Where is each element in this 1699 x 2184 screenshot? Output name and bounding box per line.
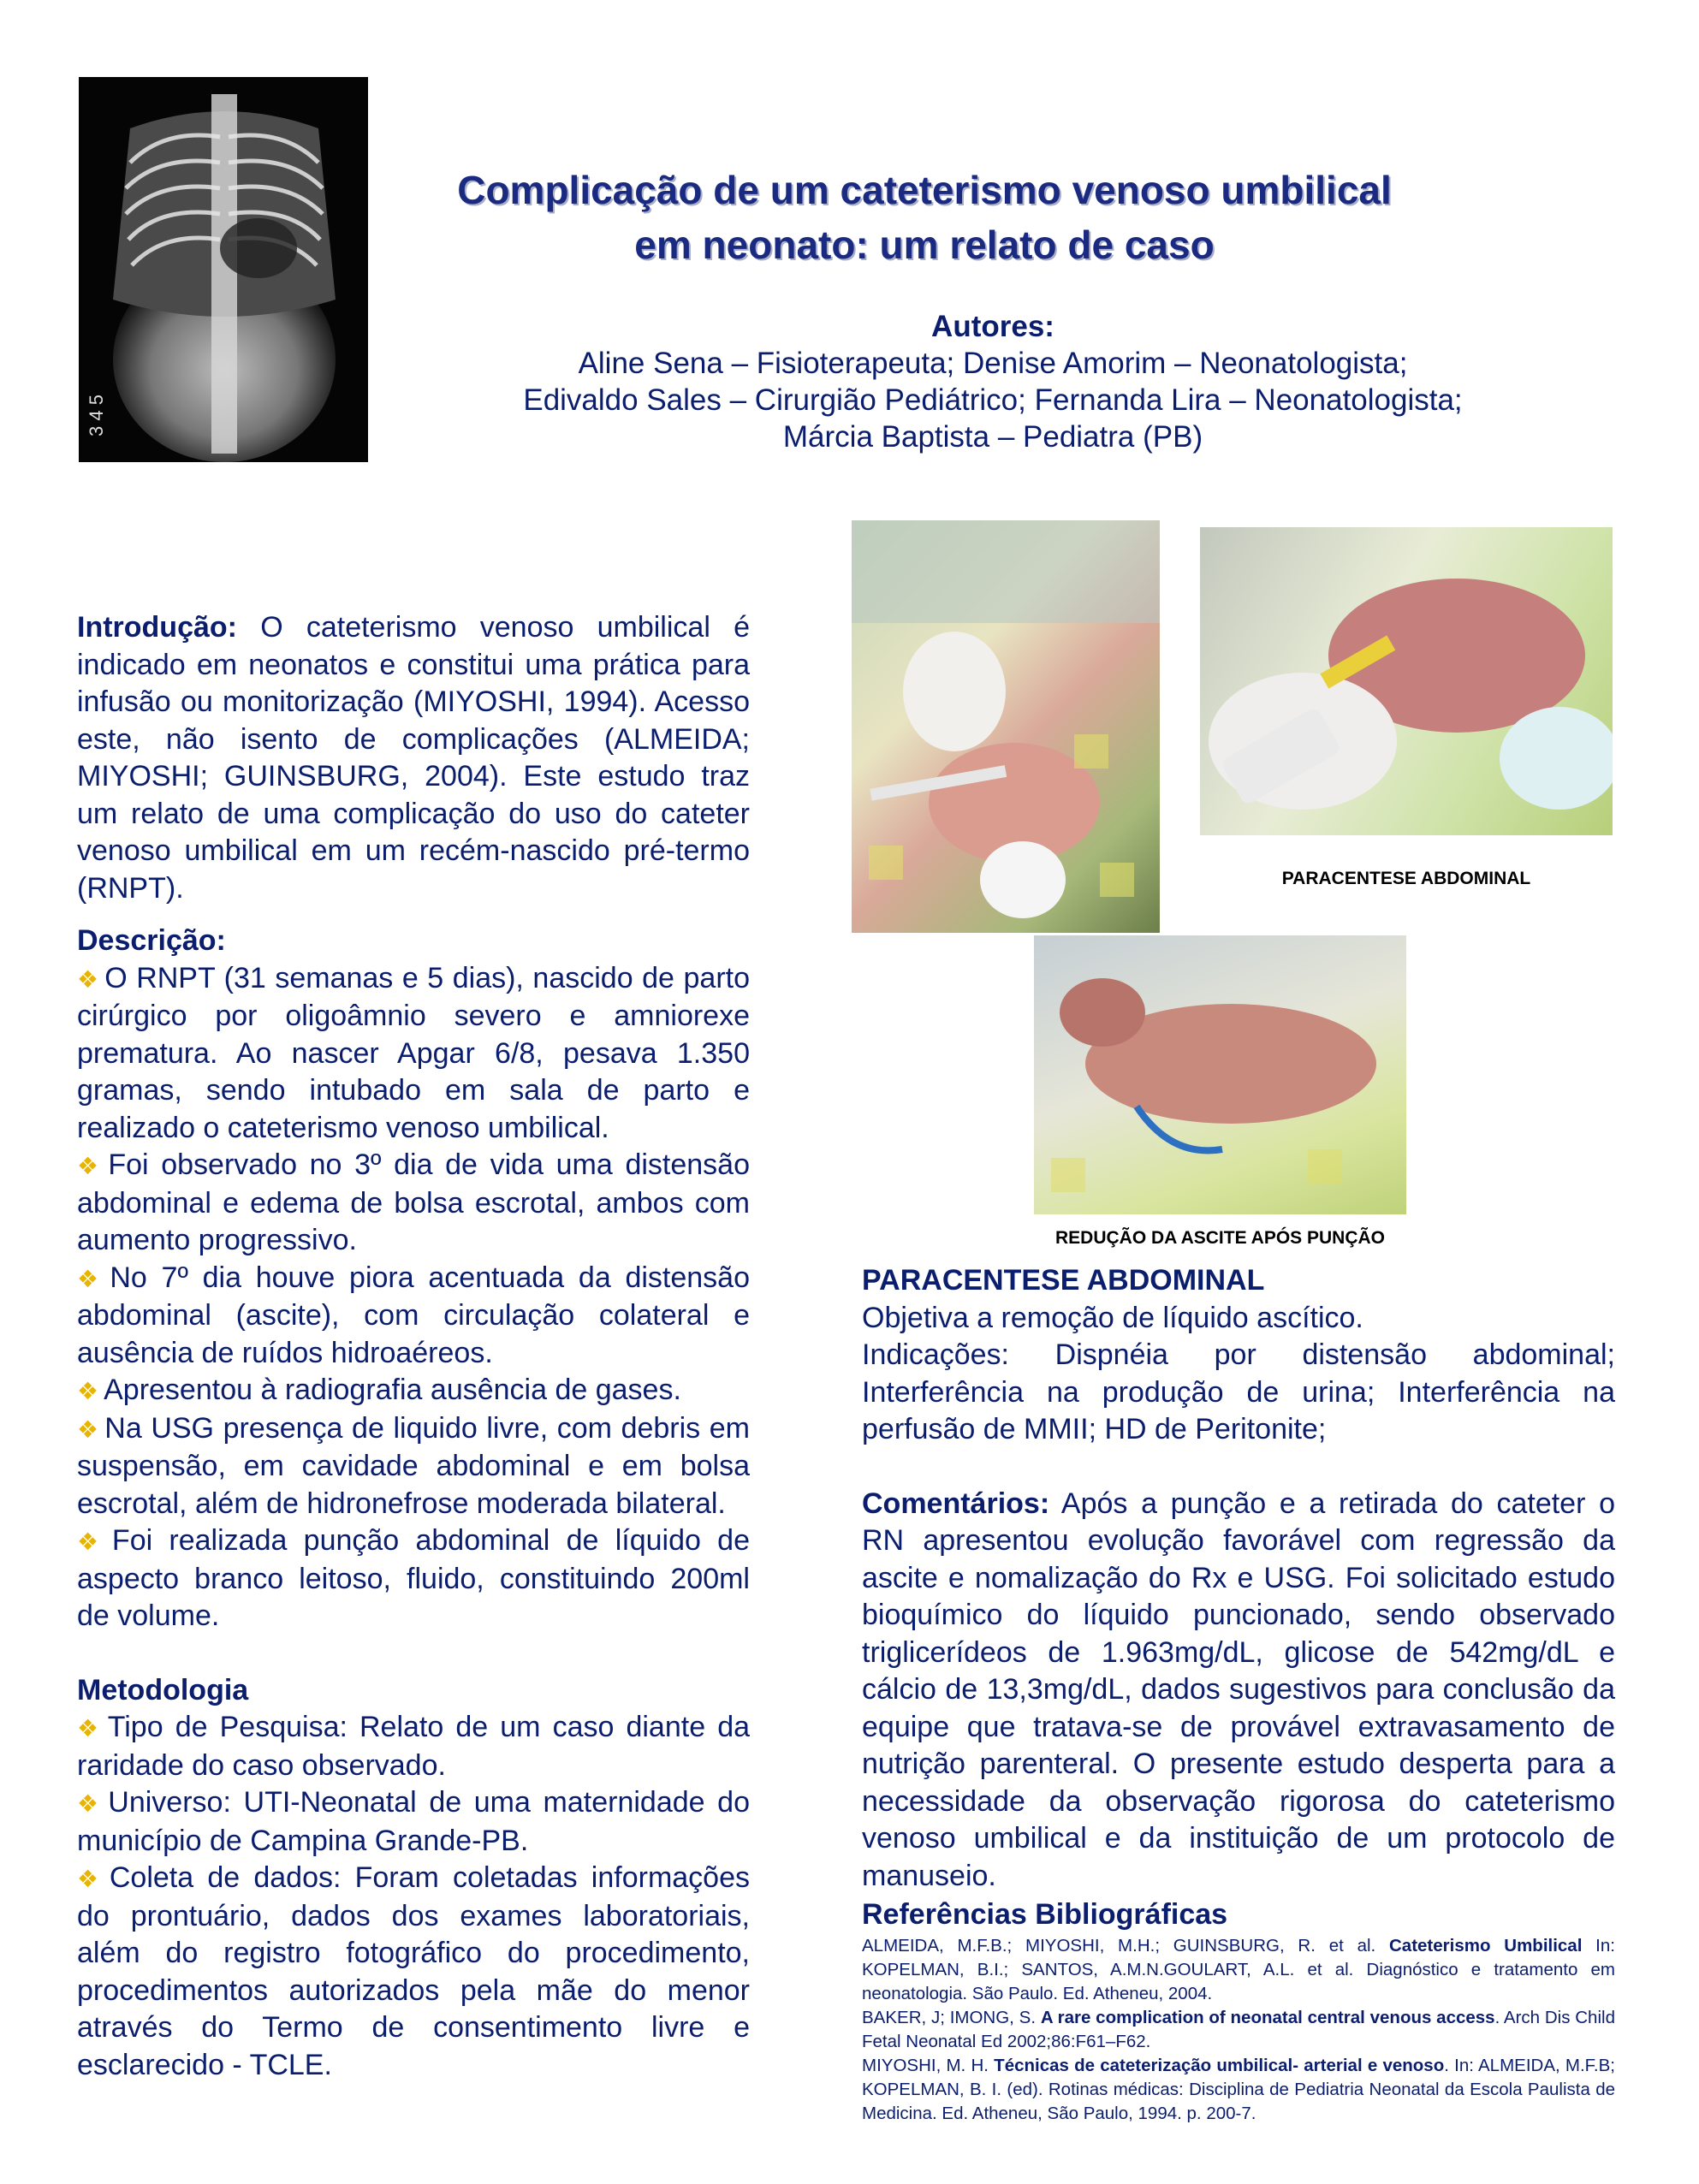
description-item: ❖ Foi realizada punção abdominal de líquido de aspecto branco leitoso, fluido, constituindo 200ml de volume.: [77, 1524, 750, 1632]
intro-paragraph: [77, 609, 750, 907]
references-list: [862, 1934, 1615, 2126]
bullet-icon: ❖: [77, 1866, 104, 1892]
authors-line-3: Márcia Baptista – Pediatra (PB): [782, 420, 1203, 454]
comments-paragraph: [862, 1486, 1615, 1896]
bullet-icon: ❖: [77, 965, 100, 993]
xray-label: 3 4 5: [86, 395, 107, 436]
authors-block: [479, 308, 1506, 455]
page-title: [325, 163, 1524, 272]
description-item: ❖ O RNPT (31 semanas e 5 dias), nascido de parto cirúrgico por oligoâmnio severo e amniorexe prematura. Ao nascer Apgar 6/8, pesava 1.350 gramas, sendo intubado em sala de parto e realizado o cateterismo venoso umbilical.: [77, 961, 750, 1144]
bullet-icon: ❖: [77, 1715, 103, 1742]
right-column: [862, 1262, 1615, 2126]
title-line-2: em neonato: um relato de caso: [634, 223, 1215, 267]
paracentese-line-2: Indicações: Dispnéia por distensão abdominal; Interferência na produção de urina; Interferência na perfusão de MMII; HD de Peritonite;: [862, 1338, 1615, 1445]
comments-text: Após a punção e a retirada do cateter o RN apresentou evolução favorável com regressão da ascite e nomalização do Rx e USG. Foi solicitado estudo bioquímico do líquido puncionado, sendo observado triglicerídeos de 1.963mg/dL, glicose de 542mg/dL e cálcio de 13,3mg/dL, dados sugestivos para conclusão da equipe que tratava-se de provável extravasamento de nutrição parenteral. O presente estudo desperta para a necessidade da observação rigorosa do cateterismo venoso umbilical e da instituição de um protocolo de manuseio.: [862, 1487, 1615, 1892]
title-line-1: Complicação de um cateterismo venoso umbilical: [457, 168, 1392, 212]
photo-catheter-procedure: [852, 520, 1160, 933]
comments-heading: Comentários:: [862, 1487, 1050, 1520]
intro-text: O cateterismo venoso umbilical é indicado em neonatos e constitui uma prática para infusão ou monitorização (MIYOSHI, 1994). Acesso este, não isento de complicações (ALMEIDA; MIYOSHI; GUINSBURG, 2004). Este estudo traz um relato de uma complicação do uso do cateter venoso umbilical em um recém-nascido pré-termo (RNPT).: [77, 611, 750, 905]
reference-item: BAKER, J; IMONG, S. A rare complication of neonatal central venous access. Arch Dis Child Fetal Neonatal Ed 2002;86:F61–F62.: [862, 2007, 1615, 2051]
paracentese-heading: PARACENTESE ABDOMINAL: [862, 1264, 1265, 1297]
authors-line-2: Edivaldo Sales – Cirurgião Pediátrico; Fernanda Lira – Neonatologista;: [523, 383, 1463, 417]
references-heading: Referências Bibliográficas: [862, 1898, 1228, 1931]
reference-item: MIYOSHI, M. H. Técnicas de cateterização umbilical- arterial e venoso. In: ALMEIDA, M.F.B; KOPELMAN, B. I. (ed). Rotinas médicas: Disciplina de Pediatria Neonatal da Escola Paulista de Medicina. Ed. Atheneu, São Paulo, 1994. p. 200-7.: [862, 2055, 1615, 2123]
reference-item: ALMEIDA, M.F.B.; MIYOSHI, M.H.; GUINSBURG, R. et al. Cateterismo Umbilical In: KOPELMAN, B.I.; SANTOS, A.M.N.GOULART, A.L. et al. Diagnóstico e tratamento em neonatologia. São Paulo. Ed. Atheneu, 2004.: [862, 1935, 1615, 2003]
methodology-item: ❖ Universo: UTI-Neonatal de uma maternidade do município de Campina Grande-PB.: [77, 1786, 750, 1857]
bullet-icon: ❖: [77, 1790, 104, 1817]
description-item: ❖ Na USG presença de liquido livre, com debris em suspensão, em cavidade abdominal e em bolsa escrotal, além de hidronefrose moderada bilateral.: [77, 1411, 751, 1520]
paracentese-line-1: Objetiva a remoção de líquido ascítico.: [862, 1301, 1363, 1334]
left-column: [77, 609, 750, 2084]
photo-ascite-reduction: [1034, 935, 1406, 1214]
methodology-heading: Metodologia: [77, 1673, 249, 1706]
description-item: ❖ Foi observado no 3º dia de vida uma distensão abdominal e edema de bolsa escrotal, ambos com aumento progressivo.: [77, 1148, 750, 1256]
caption-paracentese: PARACENTESE ABDOMINAL: [1281, 869, 1531, 888]
photo-paracentese: [1200, 527, 1613, 835]
bullet-icon: ❖: [77, 1265, 105, 1292]
bullet-icon: ❖: [77, 1528, 107, 1555]
description-item: ❖ No 7º dia houve piora acentuada da distensão abdominal (ascite), com circulação colateral e ausência de ruídos hidroaéreos.: [77, 1261, 750, 1369]
description-heading: Descrição:: [77, 924, 226, 957]
description-item: ❖ Apresentou à radiografia ausência de gases.: [77, 1374, 681, 1406]
methodology-item: ❖ Tipo de Pesquisa: Relato de um caso diante da raridade do caso observado.: [77, 1711, 751, 1782]
caption-ascite-reduction: REDUÇÃO DA ASCITE APÓS PUNÇÃO: [1054, 1228, 1386, 1248]
bullet-icon: ❖: [77, 1415, 100, 1443]
bullet-icon: ❖: [77, 1153, 104, 1179]
authors-line-1: Aline Sena – Fisioterapeuta; Denise Amorim – Neonatologista;: [578, 347, 1408, 380]
bullet-icon: ❖: [77, 1378, 99, 1404]
intro-heading: Introdução:: [77, 611, 237, 644]
methodology-item: ❖ Coleta de dados: Foram coletadas informações do prontuário, dados dos exames laboratoriais, além do registro fotográfico do procedimento, procedimentos autorizados pela mãe do menor através do Termo de consentimento livre e esclarecido - TCLE.: [77, 1861, 750, 2081]
authors-heading: Autores:: [931, 310, 1054, 343]
